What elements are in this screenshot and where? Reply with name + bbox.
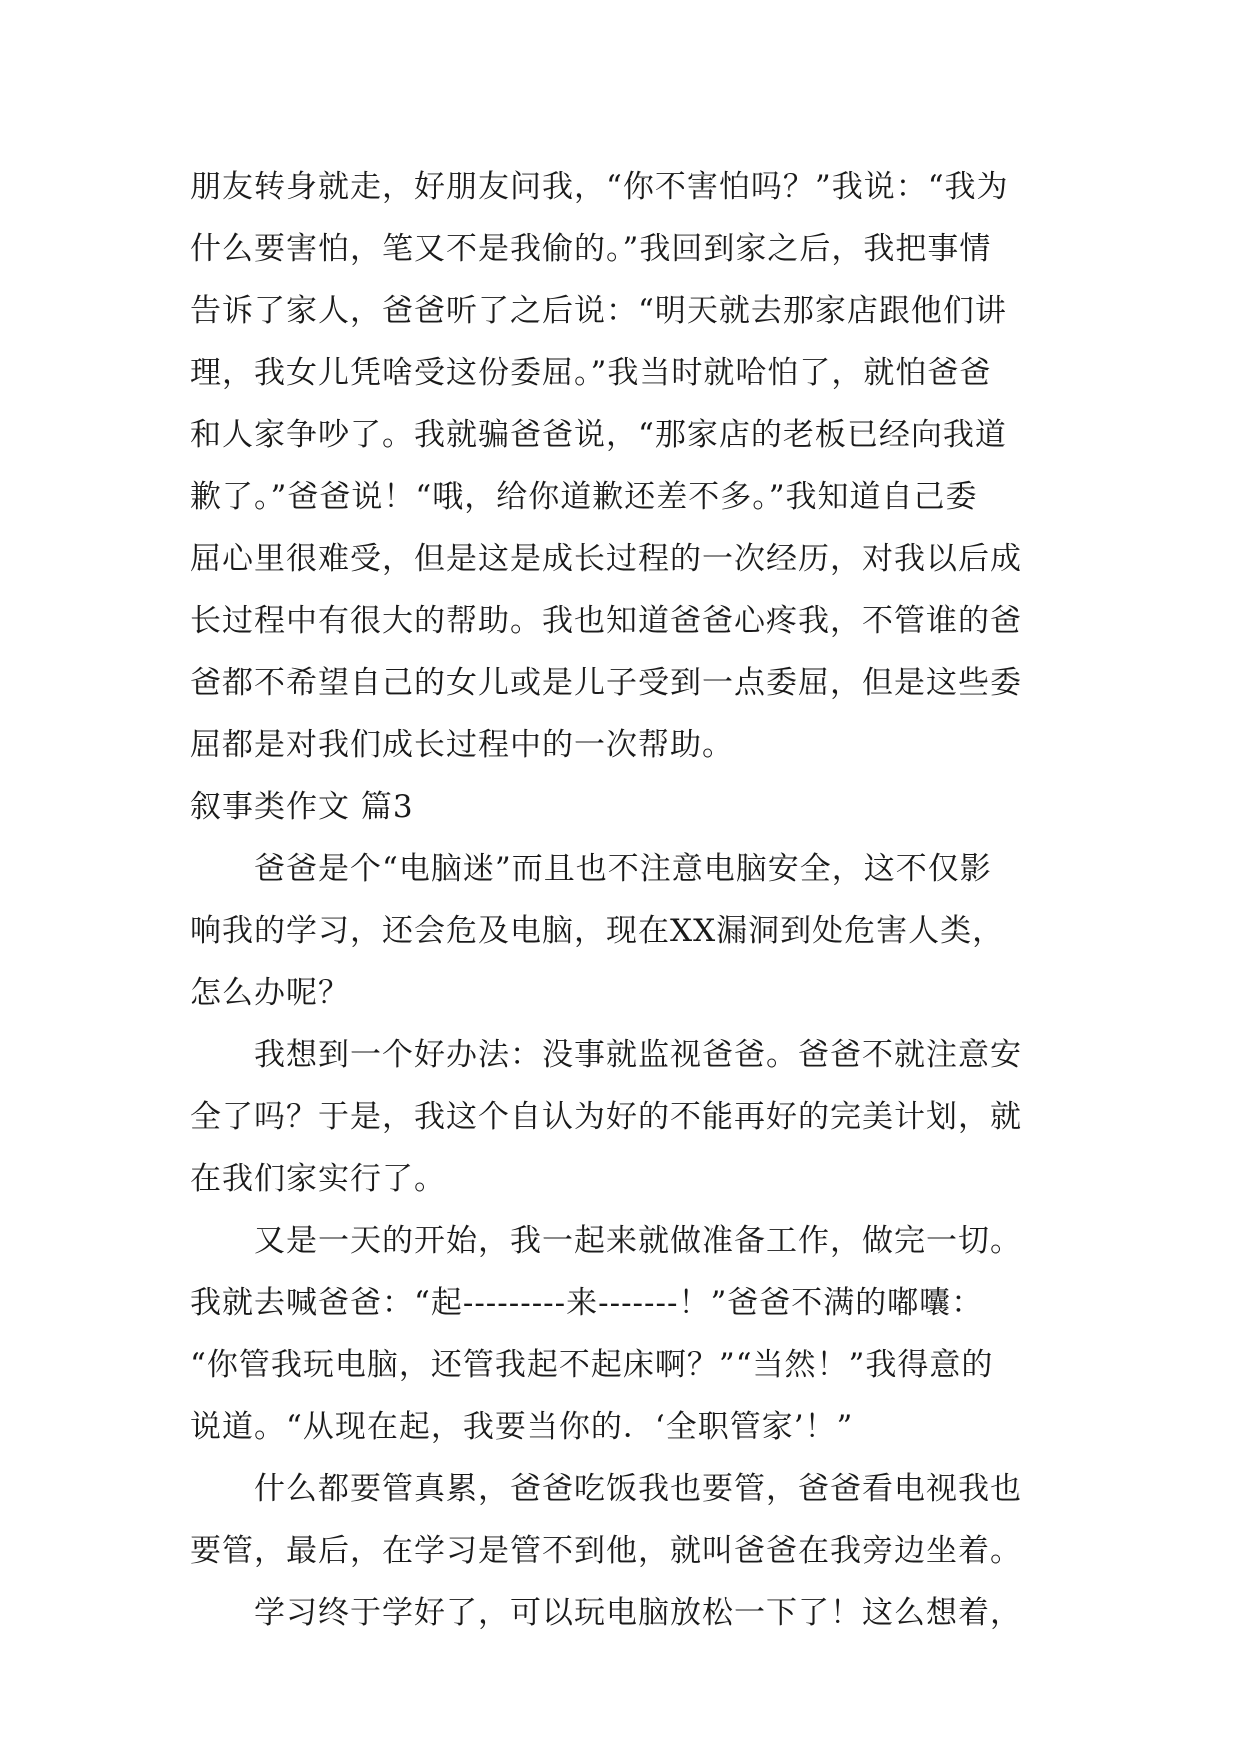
text-line: 歉了。”爸爸说！“哦，给你道歉还差不多。”我知道自己委 bbox=[190, 479, 978, 515]
paragraph-start-line: 学习终于学好了，可以玩电脑放松一下了！这么想着， bbox=[254, 1595, 1022, 1631]
paragraph-start-line: 什么都要管真累，爸爸吃饭我也要管，爸爸看电视我也 bbox=[254, 1471, 1022, 1507]
text-line: 说道。“从现在起，我要当你的．‘全职管家’！” bbox=[190, 1409, 854, 1445]
section-heading: 叙事类作文 篇3 bbox=[190, 789, 414, 825]
text-line: 在我们家实行了。 bbox=[190, 1161, 446, 1197]
text-line: 全了吗？于是，我这个自认为好的不能再好的完美计划，就 bbox=[190, 1099, 1022, 1135]
text-line: “你管我玩电脑，还管我起不起床啊？”“当然！”我得意的 bbox=[190, 1347, 994, 1383]
text-line: 屈心里很难受，但是这是成长过程的一次经历，对我以后成 bbox=[190, 541, 1022, 577]
text-line: 长过程中有很大的帮助。我也知道爸爸心疼我，不管谁的爸 bbox=[190, 603, 1022, 639]
text-line: 屈都是对我们成长过程中的一次帮助。 bbox=[190, 727, 734, 763]
text-line: 爸都不希望自己的女儿或是儿子受到一点委屈，但是这些委 bbox=[190, 665, 1022, 701]
text-line: 朋友转身就走，好朋友问我，“你不害怕吗？”我说：“我为 bbox=[190, 169, 1009, 205]
paragraph-start-line: 爸爸是个“电脑迷”而且也不注意电脑安全，这不仅影 bbox=[254, 851, 992, 887]
text-line: 怎么办呢？ bbox=[190, 975, 350, 1011]
body-text bbox=[190, 156, 1060, 1644]
text-line: 什么要害怕，笔又不是我偷的。”我回到家之后，我把事情 bbox=[190, 231, 992, 267]
paragraph-start-line: 我想到一个好办法：没事就监视爸爸。爸爸不就注意安 bbox=[254, 1037, 1022, 1073]
paragraph-start-line: 又是一天的开始，我一起来就做准备工作，做完一切。 bbox=[254, 1223, 1022, 1259]
text-line: 要管，最后，在学习是管不到他，就叫爸爸在我旁边坐着。 bbox=[190, 1533, 1022, 1569]
text-line: 和人家争吵了。我就骗爸爸说，“那家店的老板已经向我道 bbox=[190, 417, 1007, 453]
text-line: 响我的学习，还会危及电脑，现在XX漏洞到处危害人类， bbox=[190, 913, 1005, 949]
text-line: 我就去喊爸爸：“起---------来-------！”爸爸不满的嘟囔： bbox=[190, 1285, 984, 1321]
text-line: 理，我女儿凭啥受这份委屈。”我当时就哈怕了，就怕爸爸 bbox=[190, 355, 992, 391]
text-line: 告诉了家人，爸爸听了之后说：“明天就去那家店跟他们讲 bbox=[190, 293, 1007, 329]
